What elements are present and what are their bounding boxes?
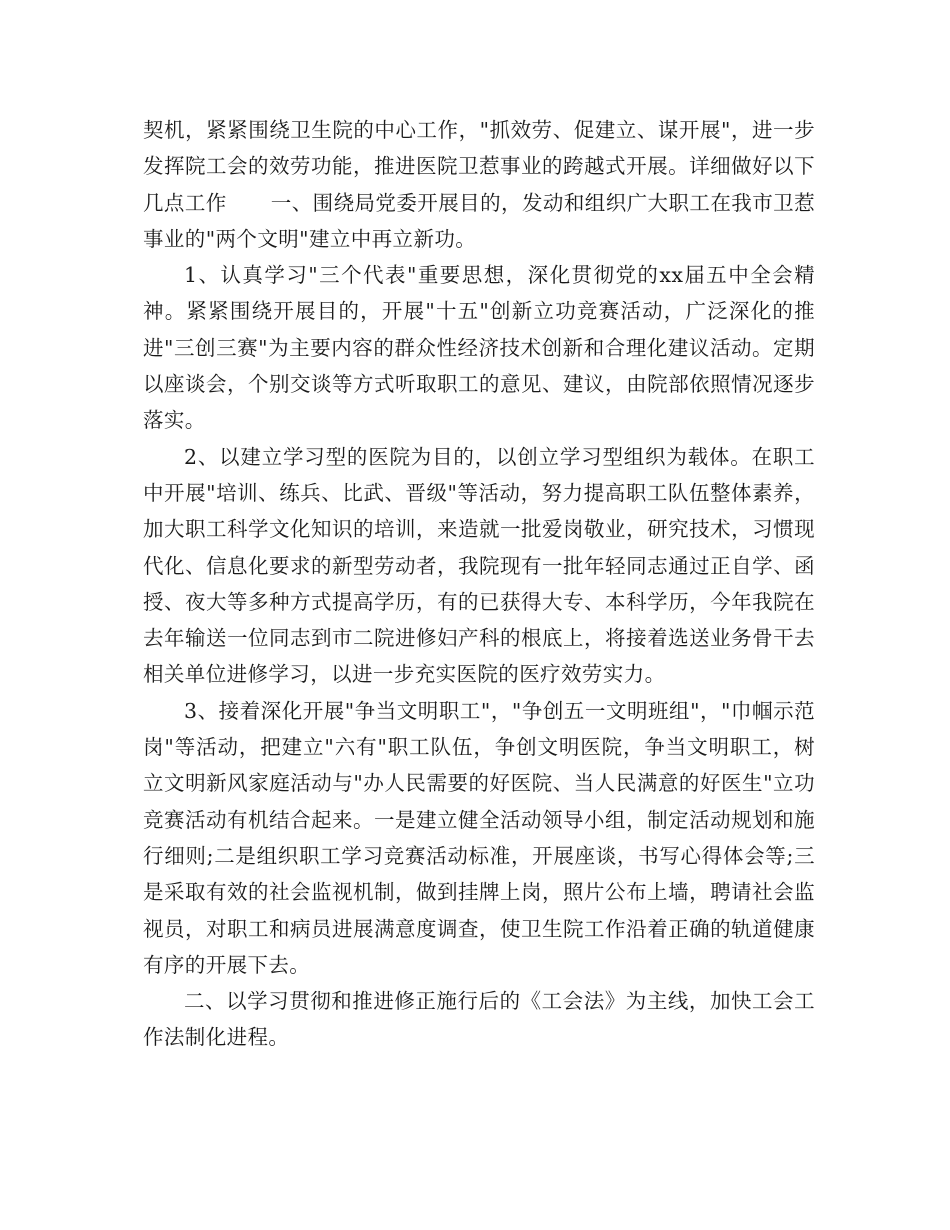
paragraph-0-part-b: 一、围绕局党委开展目的，发动和组织广大职工在我市卫惹事业的"两个文明"建立中再立新功。 — [143, 190, 815, 251]
paragraph-3: 3、接着深化开展"争当文明职工"，"争创五一文明班组"，"巾帼示范岗"等活动，把建立"六有"职工队伍，争创文明医院，争当文明职工，树立文明新风家庭活动与"办人民需要的好医院、当人民满意的好医生"立功竞赛活动有机结合起来。一是建立健全活动领导小组，制定活动规划和施行细则;二是组织职工学习竞赛活动标准，开展座谈，书写心得体会等;三是采取有效的社会监视机制，做到挂牌上岗，照片公布上墙，聘请社会监视员，对职工和病员进展满意度调查，使卫生院工作沿着正确的轨道健康有序的开展下去。 — [143, 698, 815, 977]
paragraph-1: 1、认真学习"三个代表"重要思想，深化贯彻党的xx届五中全会精神。紧紧围绕开展目的，开展"十五"创新立功竞赛活动，广泛深化的推进"三创三赛"为主要内容的群众性经济技术创新和合理化建议活动。定期以座谈会，个别交谈等方式听取职工的意见、建议，由院部依照情况逐步落实。 — [143, 263, 815, 433]
paragraph-4: 二、以学习贯彻和推进修正施行后的《工会法》为主线，加快工会工作法制化进程。 — [143, 989, 815, 1050]
paragraph-0-part-a: 契机，紧紧围绕卫生院的中心工作，"抓效劳、促建立、谋开展"，进一步发挥院工会的效劳功能，推进医院卫惹事业的跨越式开展。详细做好以下几点工作 — [143, 118, 815, 215]
paragraph-2: 2、以建立学习型的医院为目的，以创立学习型组织为载体。在职工中开展"培训、练兵、比武、晋级"等活动，努力提高职工队伍整体素养，加大职工科学文化知识的培训，来造就一批爱岗敬业，研究技术，习惯现代化、信息化要求的新型劳动者，我院现有一批年轻同志通过正自学、函授、夜大等多种方式提高学历，有的已获得大专、本科学历，今年我院在去年输送一位同志到市二院进修妇产科的根底上，将接着选送业务骨干去相关单位进修学习，以进一步充实医院的医疗效劳实力。 — [143, 444, 815, 687]
document-page — [143, 112, 815, 1056]
paragraph-0 — [143, 112, 815, 257]
